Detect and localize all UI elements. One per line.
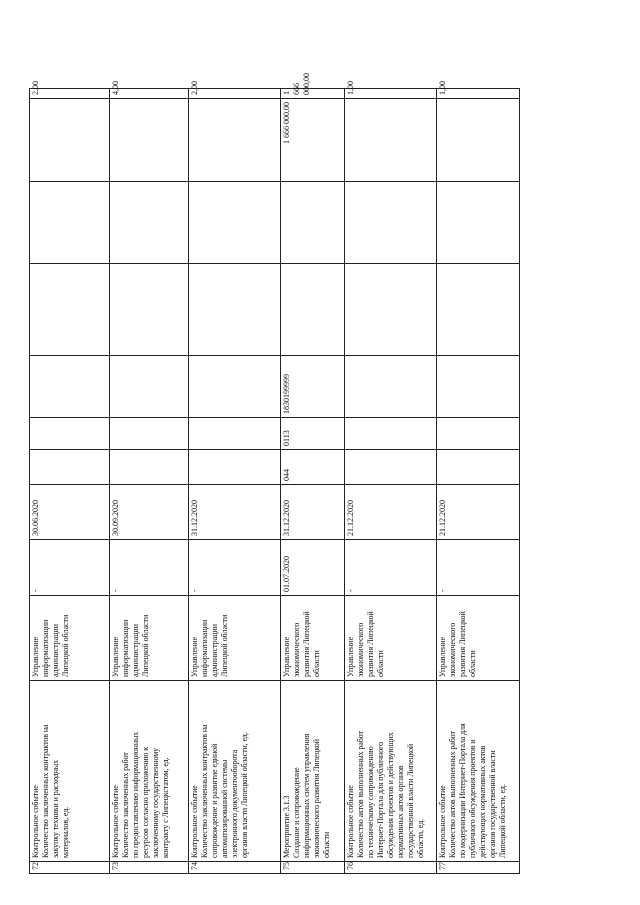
start-date-cell (30, 540, 110, 596)
cell-text: 4,00 (111, 81, 120, 95)
cell-text: информационных систем управления (302, 733, 311, 858)
total-cell (437, 81, 520, 99)
cell-text: администрации (131, 623, 140, 677)
cell-text: Липецкой области (61, 614, 70, 677)
row-number-cell (30, 862, 110, 874)
cell-text: ресурсов согласно приложению к (141, 746, 150, 858)
cell-text: области (468, 650, 477, 677)
cell-text: администрации (210, 623, 219, 677)
end-date-cell (281, 485, 345, 540)
cell-text: Интернет-Портала для публичного (376, 742, 385, 858)
start-date-cell (110, 540, 189, 596)
cell-text: контракту с Липецкстатом, ед. (161, 757, 170, 858)
end-date-cell (30, 485, 110, 540)
end-date-cell (437, 485, 520, 540)
amount-cell (30, 99, 110, 182)
cell-text: нормативных актов органов (396, 765, 405, 858)
row-number-cell (437, 862, 520, 874)
cell-text: Контрольное событие (190, 785, 199, 858)
table-row (110, 89, 189, 874)
event-title-cell (437, 681, 520, 862)
code-target-cell (437, 356, 520, 418)
code-grbs-cell (110, 450, 189, 485)
cell-text: 30.09.2020 (111, 500, 120, 536)
cell-text: 76 (346, 862, 355, 870)
cell-text: информатизации (121, 619, 130, 677)
event-title-cell (345, 681, 437, 862)
amount-cell (281, 99, 345, 182)
amount-cell (345, 182, 437, 264)
start-date-cell (189, 540, 281, 596)
cell-text: Управление (190, 636, 199, 677)
cell-text: 31.12.2020 (282, 500, 291, 536)
cell-text: по техническому сопровождению (366, 746, 375, 858)
executor-cell (110, 596, 189, 681)
cell-text: действующих нормативных актов (478, 745, 487, 858)
cell-text: администрации (51, 623, 60, 677)
amount-cell (30, 264, 110, 356)
code-target-cell (30, 356, 110, 418)
cell-text: развития Липецкой (366, 611, 375, 677)
cell-text: Управление (282, 636, 291, 677)
event-title-cell (110, 681, 189, 862)
cell-text: 75 (282, 862, 291, 870)
cell-text: электронного документооборота (230, 749, 239, 858)
end-date-cell (189, 485, 281, 540)
amount-cell (189, 264, 281, 356)
cell-text: 21.12.2020 (438, 500, 447, 536)
executor-cell (30, 596, 110, 681)
total-cell (345, 81, 437, 99)
cell-text: экономического (292, 622, 301, 677)
cell-text: государственной власти Липецкой (406, 743, 415, 858)
cell-text: области (322, 831, 331, 858)
cell-text: экономического (356, 622, 365, 677)
amount-cell (437, 99, 520, 182)
cell-text: Липецкой области, ед. (498, 784, 507, 858)
cell-text: Липецкой области (220, 614, 229, 677)
cell-text: 01.07.2020 (282, 556, 291, 592)
cell-text: 31.12.2020 (190, 500, 199, 536)
cell-text: информатизации (41, 619, 50, 677)
plan-table (29, 73, 520, 874)
start-date-cell (345, 540, 437, 596)
code-section-cell (345, 418, 437, 450)
executor-cell (281, 596, 345, 681)
code-section-cell (30, 418, 110, 450)
amount-cell (189, 99, 281, 182)
cell-text: экономического развития Липецкой (312, 739, 321, 858)
cell-text: - (190, 589, 199, 592)
cell-text: развития Липецкой (302, 611, 311, 677)
amount-cell (110, 264, 189, 356)
cell-text: 2,00 (190, 81, 199, 95)
cell-text: области (376, 650, 385, 677)
cell-text: по предоставлению информационных (131, 731, 140, 858)
amount-cell (110, 182, 189, 264)
cell-text: 1 666 000,00 (282, 73, 311, 95)
code-section-cell (110, 418, 189, 450)
cell-text: Управление (111, 636, 120, 677)
row-number-cell (110, 862, 189, 874)
cell-text: - (111, 589, 120, 592)
amount-cell (345, 264, 437, 356)
cell-text: информатизации (200, 619, 209, 677)
cell-text: Управление (438, 636, 447, 677)
code-section-cell (281, 418, 345, 450)
executor-cell (345, 596, 437, 681)
cell-text: органов государственной власти (488, 750, 497, 858)
row-number-cell (189, 862, 281, 874)
row-number-cell (281, 862, 345, 874)
cell-text: Количество заключенных контрактов на (200, 724, 209, 858)
cell-text: 044 (282, 469, 291, 481)
cell-text: Контрольное событие (111, 785, 120, 858)
cell-text: - (31, 589, 40, 592)
code-section-cell (437, 418, 520, 450)
cell-text: - (346, 589, 355, 592)
executor-cell (189, 596, 281, 681)
cell-text: по модернизации Интернет-Портала для (458, 723, 467, 858)
rotated-table-wrapper (29, 73, 519, 874)
cell-text: - (438, 589, 447, 592)
start-date-cell (281, 540, 345, 596)
cell-text: 30.06.2020 (31, 500, 40, 536)
cell-text: Создание и сопровождение (292, 767, 301, 858)
cell-text: автоматизированной системы (220, 759, 229, 858)
cell-text: Количество заключенных контрактов на (41, 724, 50, 858)
amount-cell (437, 182, 520, 264)
cell-text: 0113 (282, 430, 291, 446)
event-title-cell (30, 681, 110, 862)
cell-text: Управление (31, 636, 40, 677)
cell-text: сопровождение и развитие единой (210, 743, 219, 858)
cell-text: 77 (438, 862, 447, 870)
amount-cell (345, 99, 437, 182)
code-grbs-cell (30, 450, 110, 485)
cell-text: Управление (346, 636, 355, 677)
cell-text: 1 666 000,00 (282, 102, 291, 144)
code-target-cell (189, 356, 281, 418)
cell-text: 74 (190, 862, 199, 870)
amount-cell (281, 264, 345, 356)
cell-text: развития Липецкой (458, 611, 467, 677)
code-grbs-cell (189, 450, 281, 485)
cell-text: органов власти Липецкой области, ед. (240, 732, 249, 858)
code-grbs-cell (345, 450, 437, 485)
amount-cell (281, 182, 345, 264)
amount-cell (437, 264, 520, 356)
rotated-page (29, 73, 519, 874)
table-row (281, 89, 345, 874)
code-target-cell (110, 356, 189, 418)
end-date-cell (110, 485, 189, 540)
total-cell (30, 81, 110, 99)
total-cell (110, 81, 189, 99)
cell-text: Липецкой области (141, 614, 150, 677)
cell-text: материалов, ед. (61, 806, 70, 858)
code-section-cell (189, 418, 281, 450)
cell-text: Контрольное событие (346, 785, 355, 858)
code-target-cell (345, 356, 437, 418)
cell-text: Мероприятие 3.1.3 (282, 795, 291, 858)
table-row (437, 89, 520, 874)
cell-text: заключенному государственному (151, 747, 160, 858)
amount-cell (110, 99, 189, 182)
table-row (345, 89, 437, 874)
code-grbs-cell (281, 450, 345, 485)
amount-cell (30, 182, 110, 264)
cell-text: экономического (448, 622, 457, 677)
cell-text: области, ед. (416, 818, 425, 858)
executor-cell (437, 596, 520, 681)
cell-text: 1,00 (438, 81, 447, 95)
code-target-cell (281, 356, 345, 418)
cell-text: Количество актов выполненных работ (448, 731, 457, 858)
event-title-cell (189, 681, 281, 862)
table-row (189, 89, 281, 874)
cell-text: 21.12.2020 (346, 500, 355, 536)
amount-cell (189, 182, 281, 264)
event-title-cell (281, 681, 345, 862)
code-grbs-cell (437, 450, 520, 485)
total-cell (281, 73, 345, 99)
cell-text: Количество заключенных работ (121, 752, 130, 858)
cell-text: области (312, 650, 321, 677)
table-row (30, 89, 110, 874)
end-date-cell (345, 485, 437, 540)
cell-text: обсуждения проектов и действующих (386, 732, 395, 858)
cell-text: 1830199999 (282, 374, 291, 414)
cell-text: закупку техники и расходных (51, 760, 60, 858)
row-number-cell (345, 862, 437, 874)
cell-text: 1,00 (346, 81, 355, 95)
cell-text: 72 (31, 862, 40, 870)
cell-text: Контрольное событие (31, 785, 40, 858)
total-cell (189, 81, 281, 99)
cell-text: Контрольное событие (438, 785, 447, 858)
cell-text: публичного обсуждения проектов и (468, 739, 477, 858)
cell-text: Количество актов выполненных работ (356, 731, 365, 858)
start-date-cell (437, 540, 520, 596)
cell-text: 73 (111, 862, 120, 870)
cell-text: 2,00 (31, 81, 40, 95)
